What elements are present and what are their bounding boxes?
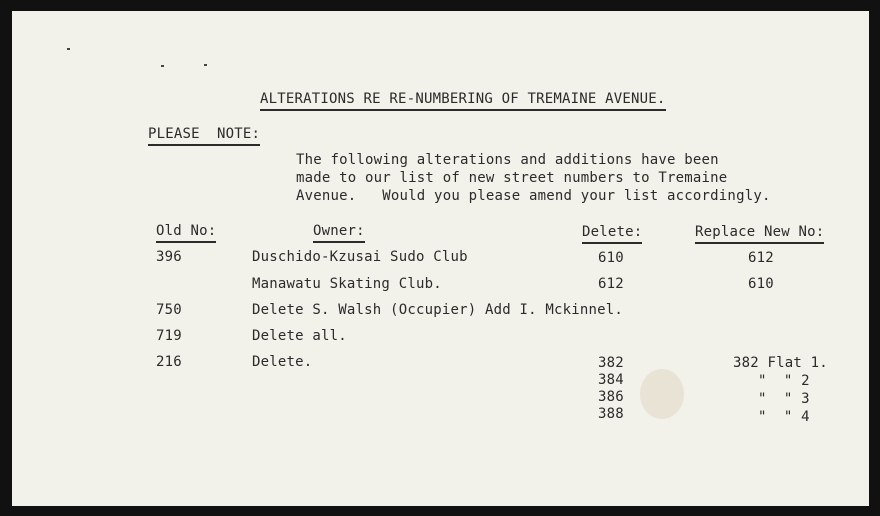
- cell-owner: Delete S. Walsh (Occupier) Add I. Mckinnel.: [252, 302, 624, 318]
- cell-owner: Duschido-Kzusai Sudo Club: [252, 249, 468, 265]
- cell-replace: 382 Flat 1.: [733, 355, 828, 371]
- paper-stain: [640, 369, 684, 419]
- ink-speck: [204, 64, 207, 66]
- cell-old-no: 396: [156, 249, 182, 265]
- cell-old-no: 216: [156, 354, 182, 370]
- intro-line: Avenue. Would you please amend your list accordingly.: [296, 188, 771, 204]
- cell-replace: " " 3: [758, 391, 810, 407]
- header-replace: Replace New No:: [695, 223, 824, 244]
- header-delete: Delete:: [582, 223, 642, 244]
- cell-delete: 386: [598, 389, 624, 405]
- document-title: ALTERATIONS RE RE-NUMBERING OF TREMAINE AVENUE.: [260, 90, 666, 111]
- cell-owner: Delete.: [252, 354, 313, 370]
- cell-old-no: 750: [156, 302, 182, 318]
- cell-old-no: 719: [156, 328, 182, 344]
- cell-owner: Delete all.: [252, 328, 347, 344]
- cell-replace: " " 2: [758, 373, 810, 389]
- note-label: PLEASE NOTE:: [148, 125, 260, 146]
- cell-delete: 612: [598, 276, 624, 292]
- cell-replace: 612: [748, 250, 774, 266]
- ink-speck: [67, 48, 70, 50]
- cell-delete: 610: [598, 250, 624, 266]
- cell-delete: 382: [598, 355, 624, 371]
- header-owner: Owner:: [313, 222, 365, 243]
- ink-speck: [161, 65, 164, 67]
- intro-line: The following alterations and additions have been: [296, 152, 719, 168]
- intro-line: made to our list of new street numbers to Tremaine: [296, 170, 728, 186]
- cell-replace: " " 4: [758, 409, 810, 425]
- cell-delete: 384: [598, 372, 624, 388]
- header-old-no: Old No:: [156, 222, 216, 243]
- cell-delete: 388: [598, 406, 624, 422]
- cell-owner: Manawatu Skating Club.: [252, 276, 442, 292]
- cell-replace: 610: [748, 276, 774, 292]
